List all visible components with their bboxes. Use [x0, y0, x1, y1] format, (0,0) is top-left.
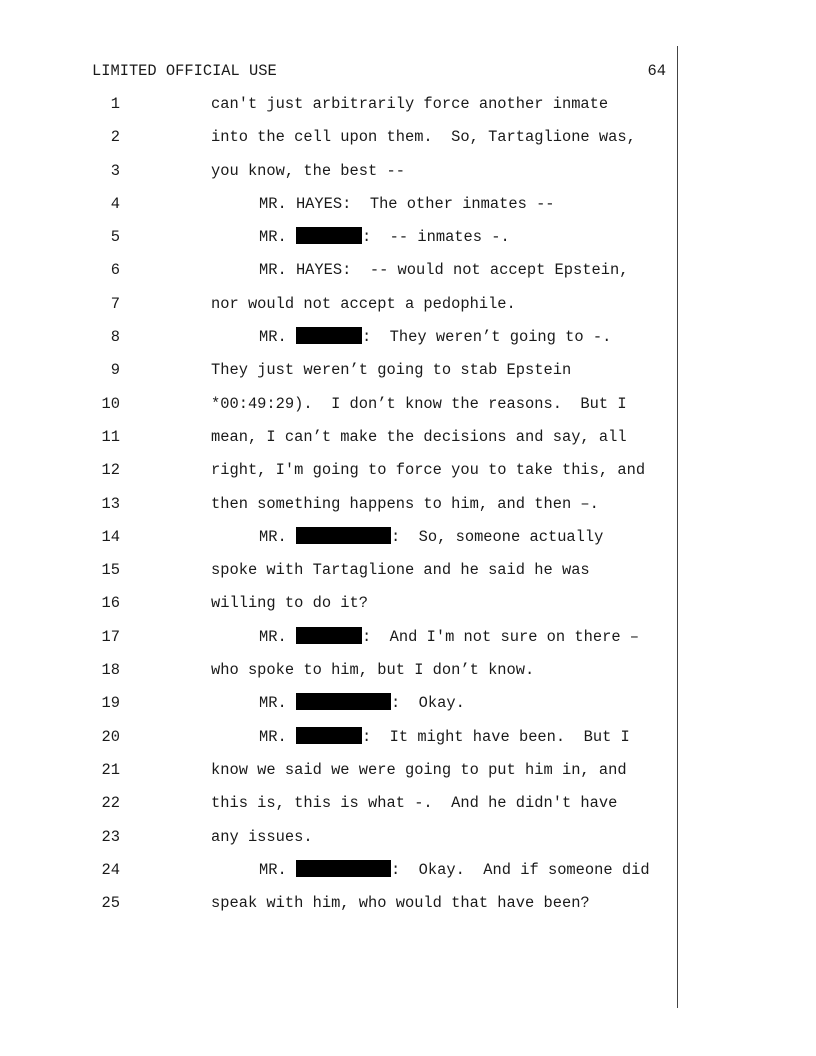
line-text: [259, 326, 611, 348]
line-text: [259, 226, 510, 248]
line-text-segment: : Okay.: [390, 694, 465, 713]
transcript-line: [0, 393, 816, 426]
transcript-line: [0, 859, 816, 892]
line-text-segment: this is, this is what -. And he didn't have: [211, 794, 618, 813]
line-number: 2: [110, 128, 120, 147]
line-number: 18: [101, 661, 120, 680]
line-number: 25: [101, 894, 120, 913]
line-text: [259, 692, 465, 714]
redaction-box: [296, 327, 362, 344]
transcript-line: [0, 160, 816, 193]
line-text: [259, 259, 628, 281]
line-number: 17: [101, 627, 120, 646]
line-text-segment: MR.: [259, 627, 296, 646]
line-text: [211, 126, 636, 148]
line-number: 19: [101, 694, 120, 713]
line-text: [211, 359, 571, 381]
line-text: [211, 493, 599, 515]
line-text-segment: : Okay. And if someone did: [390, 860, 650, 879]
transcript-line: [0, 493, 816, 526]
transcript-line: [0, 726, 816, 759]
line-text: [211, 826, 313, 848]
line-number: 6: [110, 261, 120, 280]
transcript-line: [0, 226, 816, 259]
transcript-line: [0, 526, 816, 559]
line-text: [211, 559, 590, 581]
line-number: 5: [110, 228, 120, 247]
line-text-segment: MR.: [259, 328, 296, 347]
line-number: 10: [101, 394, 120, 413]
line-text: [211, 659, 534, 681]
line-text: [259, 726, 630, 748]
line-text: [211, 459, 645, 481]
line-text-segment: nor would not accept a pedophile.: [211, 294, 516, 313]
line-text-segment: : It might have been. But I: [361, 727, 630, 746]
line-text-segment: MR. HAYES: -- would not accept Epstein,: [259, 261, 629, 280]
line-number: 15: [101, 561, 120, 580]
line-text: [211, 892, 590, 914]
transcript-line: [0, 459, 816, 492]
transcript-line: [0, 692, 816, 725]
transcript-line: [0, 626, 816, 659]
transcript-line: [0, 259, 816, 292]
redaction-box: [296, 627, 362, 644]
line-text-segment: MR.: [259, 694, 296, 713]
classification-header: LIMITED OFFICIAL USE: [92, 62, 277, 80]
line-number: 11: [101, 427, 120, 446]
redaction-box: [296, 693, 391, 710]
line-number: 22: [101, 794, 120, 813]
line-text: [211, 93, 608, 115]
transcript-line: [0, 293, 816, 326]
transcript-line: [0, 359, 816, 392]
line-text-segment: any issues.: [211, 827, 313, 846]
transcript-line: [0, 126, 816, 159]
transcript-line: [0, 559, 816, 592]
transcript-line: [0, 659, 816, 692]
line-text: [211, 160, 405, 182]
transcript-line: [0, 93, 816, 126]
line-number: 1: [110, 95, 120, 113]
line-number: 16: [101, 594, 120, 613]
line-text-segment: : -- inmates -.: [361, 228, 510, 247]
line-text-segment: right, I'm going to force you to take this, and: [211, 461, 646, 480]
line-text: [211, 759, 627, 781]
transcript-line: [0, 592, 816, 625]
line-text: [259, 526, 603, 548]
line-text: [259, 193, 555, 215]
line-text-segment: : They weren’t going to -.: [361, 328, 612, 347]
transcript-line: [0, 193, 816, 226]
transcript-line: [0, 792, 816, 825]
line-text-segment: *00:49:29). I don’t know the reasons. But I: [211, 394, 627, 413]
line-text: [259, 626, 639, 648]
transcript-line: [0, 826, 816, 859]
line-text: [211, 393, 627, 415]
line-number: 4: [110, 194, 120, 213]
line-number: 20: [101, 727, 120, 746]
line-text-segment: you know, the best --: [211, 161, 405, 180]
line-text-segment: who spoke to him, but I don’t know.: [211, 661, 535, 680]
transcript-line: [0, 426, 816, 459]
redaction-box: [296, 727, 362, 744]
line-text-segment: MR. HAYES: The other inmates --: [259, 194, 555, 213]
line-text-segment: then something happens to him, and then –.: [211, 494, 599, 513]
line-number: 21: [101, 760, 120, 779]
line-text-segment: can't just arbitrarily force another inmate: [211, 95, 609, 113]
line-text: [211, 592, 368, 614]
line-text: [211, 426, 627, 448]
line-text: [211, 293, 516, 315]
line-number: 12: [101, 461, 120, 480]
line-text-segment: MR.: [259, 527, 296, 546]
line-text-segment: spoke with Tartaglione and he said he was: [211, 561, 590, 580]
line-text-segment: MR.: [259, 860, 296, 879]
line-text-segment: mean, I can’t make the decisions and say, all: [211, 427, 627, 446]
line-text-segment: MR.: [259, 727, 296, 746]
line-text: [211, 792, 617, 814]
line-number: 7: [110, 294, 120, 313]
line-number: 13: [101, 494, 120, 513]
line-text-segment: know we said we were going to put him in, and: [211, 760, 627, 779]
line-number: 23: [101, 827, 120, 846]
transcript-line: [0, 892, 816, 925]
line-number: 24: [101, 860, 120, 879]
redaction-box: [296, 860, 391, 877]
transcript-body: [0, 93, 816, 925]
line-text-segment: willing to do it?: [211, 594, 369, 613]
line-number: 3: [110, 161, 120, 180]
line-text-segment: MR.: [259, 228, 296, 247]
line-text-segment: speak with him, who would that have been?: [211, 894, 590, 913]
line-text: [259, 859, 650, 881]
transcript-line: [0, 759, 816, 792]
redaction-box: [296, 227, 362, 244]
page-number: 64: [647, 62, 666, 80]
line-text-segment: into the cell upon them. So, Tartaglione was,: [211, 128, 636, 147]
line-text-segment: : And I'm not sure on there –: [361, 627, 640, 646]
line-number: 14: [101, 527, 120, 546]
redaction-box: [296, 527, 391, 544]
line-text-segment: They just weren’t going to stab Epstein: [211, 361, 572, 380]
line-number: 8: [110, 328, 120, 347]
line-number: 9: [110, 361, 120, 380]
line-text-segment: : So, someone actually: [390, 527, 604, 546]
transcript-line: [0, 326, 816, 359]
